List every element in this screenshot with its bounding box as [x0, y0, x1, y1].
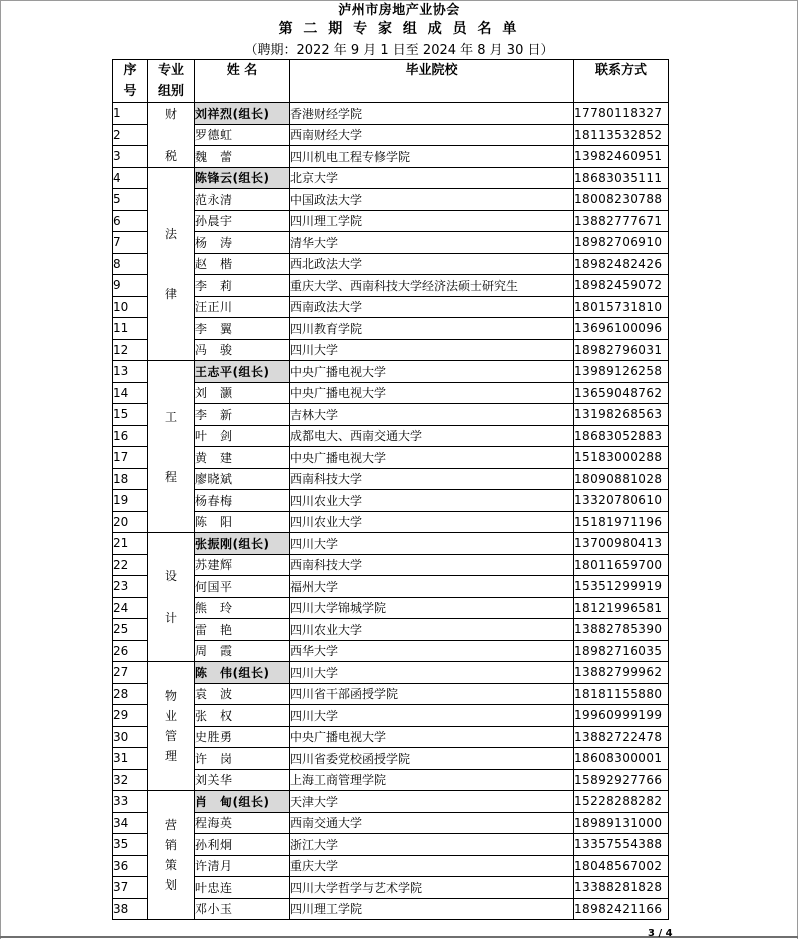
member-school: 成都电大、西南交通大学 [290, 425, 574, 447]
member-school: 浙江大学 [290, 834, 574, 856]
member-name: 陈 伟(组长) [195, 662, 290, 684]
group-label-char: 法 [164, 226, 177, 241]
table-row [113, 511, 669, 533]
table-row [113, 662, 669, 684]
table-row [113, 705, 669, 727]
member-number: 4 [113, 167, 148, 189]
table-row [113, 232, 669, 254]
member-number: 22 [113, 554, 148, 576]
member-school: 四川农业大学 [290, 490, 574, 512]
member-name: 刘 灏 [195, 382, 290, 404]
table-row [113, 619, 669, 641]
member-phone: 18982421166 [574, 898, 669, 920]
member-name: 孙晨宇 [195, 210, 290, 232]
member-name: 冯 骏 [195, 339, 290, 361]
member-number: 12 [113, 339, 148, 361]
member-school: 四川理工学院 [290, 898, 574, 920]
table-row [113, 318, 669, 340]
table-row [113, 210, 669, 232]
member-school: 重庆大学、西南科技大学经济法硕士研究生 [290, 275, 574, 297]
member-number: 18 [113, 468, 148, 490]
header-group [148, 60, 195, 103]
page-border-bottom [0, 936, 798, 938]
group-cell [148, 791, 195, 920]
member-number: 36 [113, 855, 148, 877]
member-name: 陈 阳 [195, 511, 290, 533]
member-phone: 15228288282 [574, 791, 669, 813]
table-row [113, 425, 669, 447]
group-label-char: 财 [164, 106, 177, 121]
member-school: 四川大学 [290, 339, 574, 361]
member-school: 四川大学 [290, 533, 574, 555]
member-school: 四川农业大学 [290, 619, 574, 641]
member-phone: 18090881028 [574, 468, 669, 490]
member-name: 邓小玉 [195, 898, 290, 920]
table-row [113, 576, 669, 598]
table-row [113, 189, 669, 211]
member-phone: 13320780610 [574, 490, 669, 512]
member-school: 福州大学 [290, 576, 574, 598]
member-phone: 18982796031 [574, 339, 669, 361]
member-number: 5 [113, 189, 148, 211]
member-name: 王志平(组长) [195, 361, 290, 383]
table-row [113, 533, 669, 555]
member-number: 3 [113, 146, 148, 168]
member-number: 30 [113, 726, 148, 748]
table-row [113, 554, 669, 576]
member-phone: 13700980413 [574, 533, 669, 555]
group-label-char: 计 [164, 611, 177, 625]
member-phone: 18121996581 [574, 597, 669, 619]
table-row [113, 404, 669, 426]
member-school: 中国政法大学 [290, 189, 574, 211]
group-label-char: 工 [164, 409, 177, 424]
member-school: 西南交通大学 [290, 812, 574, 834]
member-name: 赵 楷 [195, 253, 290, 275]
member-number: 2 [113, 124, 148, 146]
member-name: 张 权 [195, 705, 290, 727]
group-label-char: 程 [164, 469, 177, 484]
header-contact: 联系方式 [574, 60, 669, 103]
page-number: 3 / 4 [648, 928, 673, 939]
roster-body [113, 103, 669, 920]
member-school: 西南科技大学 [290, 468, 574, 490]
table-row [113, 812, 669, 834]
table-row [113, 339, 669, 361]
member-phone: 13388281828 [574, 877, 669, 899]
member-phone: 13357554388 [574, 834, 669, 856]
group-cell [148, 662, 195, 791]
table-row [113, 640, 669, 662]
member-school: 西华大学 [290, 640, 574, 662]
member-name: 叶 剑 [195, 425, 290, 447]
member-number: 33 [113, 791, 148, 813]
member-name: 李 新 [195, 404, 290, 426]
member-school: 西北政法大学 [290, 253, 574, 275]
member-phone: 13659048762 [574, 382, 669, 404]
member-school: 西南财经大学 [290, 124, 574, 146]
page-border-left [0, 0, 1, 939]
member-school: 香港财经学院 [290, 103, 574, 125]
group-label-char: 管 [164, 729, 177, 743]
member-name: 汪正川 [195, 296, 290, 318]
table-row [113, 791, 669, 813]
member-phone: 18683052883 [574, 425, 669, 447]
member-number: 29 [113, 705, 148, 727]
table-row [113, 748, 669, 770]
member-name: 陈锋云(组长) [195, 167, 290, 189]
group-label-char: 业 [164, 709, 177, 723]
member-name: 许清月 [195, 855, 290, 877]
member-school: 四川教育学院 [290, 318, 574, 340]
table-row [113, 855, 669, 877]
member-number: 32 [113, 769, 148, 791]
table-row [113, 683, 669, 705]
member-phone: 19960999199 [574, 705, 669, 727]
member-name: 叶忠连 [195, 877, 290, 899]
member-school: 重庆大学 [290, 855, 574, 877]
group-label-char: 划 [164, 878, 177, 892]
member-name: 罗德虹 [195, 124, 290, 146]
member-name: 黄 建 [195, 447, 290, 469]
member-number: 17 [113, 447, 148, 469]
member-school: 西南政法大学 [290, 296, 574, 318]
table-row [113, 898, 669, 920]
group-label-char: 设 [164, 569, 177, 583]
table-row [113, 275, 669, 297]
member-school: 中央广播电视大学 [290, 382, 574, 404]
member-school: 中央广播电视大学 [290, 447, 574, 469]
member-name: 孙利炯 [195, 834, 290, 856]
member-school: 北京大学 [290, 167, 574, 189]
member-number: 16 [113, 425, 148, 447]
member-number: 21 [113, 533, 148, 555]
member-school: 四川大学 [290, 705, 574, 727]
member-phone: 18982459072 [574, 275, 669, 297]
organization-title: 泸州市房地产业协会 [338, 3, 460, 18]
group-label-char: 税 [164, 148, 177, 163]
member-name: 史胜勇 [195, 726, 290, 748]
member-number: 27 [113, 662, 148, 684]
group-label-char: 策 [164, 858, 177, 872]
member-phone: 13989126258 [574, 361, 669, 383]
member-number: 26 [113, 640, 148, 662]
member-number: 15 [113, 404, 148, 426]
member-phone: 13882722478 [574, 726, 669, 748]
table-row [113, 447, 669, 469]
table-row [113, 103, 669, 125]
member-number: 13 [113, 361, 148, 383]
table-row [113, 468, 669, 490]
member-school: 四川农业大学 [290, 511, 574, 533]
member-phone: 18015731810 [574, 296, 669, 318]
group-label-char: 营 [164, 818, 177, 832]
member-name: 刘祥烈(组长) [195, 103, 290, 125]
group-label-char: 律 [164, 286, 177, 301]
member-phone: 15183000288 [574, 447, 669, 469]
table-row [113, 361, 669, 383]
header-seq-label: 序号 [123, 63, 137, 99]
member-school: 清华大学 [290, 232, 574, 254]
member-name: 李 翼 [195, 318, 290, 340]
member-phone: 15181971196 [574, 511, 669, 533]
member-name: 杨春梅 [195, 490, 290, 512]
member-number: 14 [113, 382, 148, 404]
header-group-label: 专业组别 [157, 63, 184, 99]
member-number: 10 [113, 296, 148, 318]
member-school: 四川大学哲学与艺术学院 [290, 877, 574, 899]
member-school: 吉林大学 [290, 404, 574, 426]
member-phone: 18181155880 [574, 683, 669, 705]
member-phone: 13696100096 [574, 318, 669, 340]
header-seq [113, 60, 148, 103]
table-row [113, 167, 669, 189]
member-name: 雷 艳 [195, 619, 290, 641]
group-cell [148, 361, 195, 533]
member-number: 31 [113, 748, 148, 770]
member-phone: 15351299919 [574, 576, 669, 598]
member-school: 上海工商管理学院 [290, 769, 574, 791]
member-school: 四川大学锦城学院 [290, 597, 574, 619]
group-label-char: 销 [164, 838, 177, 852]
member-phone: 13882777671 [574, 210, 669, 232]
member-name: 何国平 [195, 576, 290, 598]
member-number: 1 [113, 103, 148, 125]
member-phone: 18113532852 [574, 124, 669, 146]
member-phone: 13882785390 [574, 619, 669, 641]
member-school: 四川省干部函授学院 [290, 683, 574, 705]
member-phone: 18011659700 [574, 554, 669, 576]
member-number: 25 [113, 619, 148, 641]
table-row [113, 834, 669, 856]
member-phone: 18683035111 [574, 167, 669, 189]
member-phone: 18048567002 [574, 855, 669, 877]
member-phone: 13882799962 [574, 662, 669, 684]
member-name: 袁 波 [195, 683, 290, 705]
member-number: 11 [113, 318, 148, 340]
member-number: 20 [113, 511, 148, 533]
term-period: （聘期：2022 年 9 月 1 日至 2024 年 8 月 30 日） [244, 43, 554, 58]
table-row [113, 726, 669, 748]
expert-roster-table [112, 59, 669, 920]
member-school: 四川大学 [290, 662, 574, 684]
member-number: 24 [113, 597, 148, 619]
member-name: 苏建辉 [195, 554, 290, 576]
member-phone: 18982482426 [574, 253, 669, 275]
member-number: 6 [113, 210, 148, 232]
member-name: 杨 涛 [195, 232, 290, 254]
member-school: 中央广播电视大学 [290, 361, 574, 383]
group-cell [148, 533, 195, 662]
group-cell [148, 167, 195, 361]
member-number: 28 [113, 683, 148, 705]
table-header-row [113, 60, 669, 103]
group-cell [148, 103, 195, 168]
member-phone: 13982460951 [574, 146, 669, 168]
group-label-char: 理 [164, 749, 177, 763]
member-school: 中央广播电视大学 [290, 726, 574, 748]
member-number: 9 [113, 275, 148, 297]
member-name: 张振刚(组长) [195, 533, 290, 555]
member-phone: 18608300001 [574, 748, 669, 770]
member-phone: 18989131000 [574, 812, 669, 834]
member-name: 魏 蕾 [195, 146, 290, 168]
member-number: 37 [113, 877, 148, 899]
member-name: 范永清 [195, 189, 290, 211]
member-number: 8 [113, 253, 148, 275]
table-row [113, 253, 669, 275]
member-number: 23 [113, 576, 148, 598]
table-row [113, 146, 669, 168]
member-name: 李 莉 [195, 275, 290, 297]
member-name: 许 岗 [195, 748, 290, 770]
member-phone: 18982716035 [574, 640, 669, 662]
table-row [113, 877, 669, 899]
member-number: 34 [113, 812, 148, 834]
group-label-char: 物 [164, 689, 177, 703]
member-name: 程海英 [195, 812, 290, 834]
member-phone: 15892927766 [574, 769, 669, 791]
header-name: 姓 名 [195, 60, 290, 103]
member-name: 肖 甸(组长) [195, 791, 290, 813]
member-number: 19 [113, 490, 148, 512]
member-phone: 13198268563 [574, 404, 669, 426]
member-number: 7 [113, 232, 148, 254]
member-number: 38 [113, 898, 148, 920]
member-phone: 18982706910 [574, 232, 669, 254]
member-school: 四川理工学院 [290, 210, 574, 232]
member-name: 廖晓斌 [195, 468, 290, 490]
member-number: 35 [113, 834, 148, 856]
member-school: 天津大学 [290, 791, 574, 813]
member-phone: 18008230788 [574, 189, 669, 211]
table-row [113, 597, 669, 619]
member-school: 四川省委党校函授学院 [290, 748, 574, 770]
list-title: 第 二 期 专 家 组 成 员 名 单 [278, 21, 520, 37]
member-name: 刘关华 [195, 769, 290, 791]
member-name: 周 霞 [195, 640, 290, 662]
member-name: 熊 玲 [195, 597, 290, 619]
table-row [113, 382, 669, 404]
table-row [113, 124, 669, 146]
member-school: 四川机电工程专修学院 [290, 146, 574, 168]
table-row [113, 490, 669, 512]
header-school: 毕业院校 [290, 60, 574, 103]
member-phone: 17780118327 [574, 103, 669, 125]
table-row [113, 769, 669, 791]
member-school: 西南科技大学 [290, 554, 574, 576]
table-row [113, 296, 669, 318]
